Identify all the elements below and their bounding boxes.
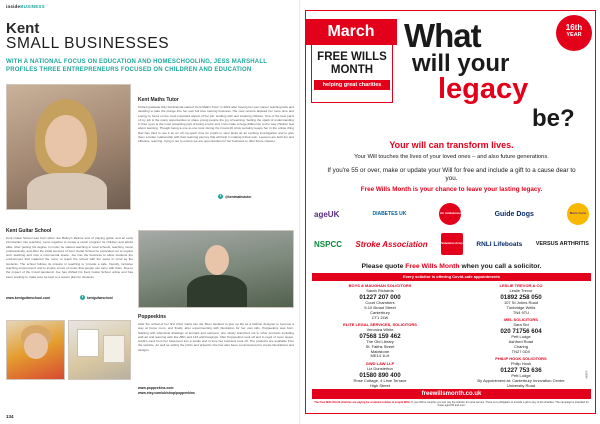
solicitor-contact: Sara Sid [513,321,529,327]
section-title-guitar-school: Kent Guitar School [6,228,52,234]
solicitor-address-line: By Appointment at: Canterbury Innovation Centre [477,377,565,383]
headline-what: What [404,17,481,54]
facebook-icon: f [81,295,84,299]
rnli-lifeboats-logo: RNLI Lifeboats [476,240,523,248]
solicitor-contact: Veronica White [366,326,394,332]
solicitor-name: PHILIP HOOK SOLICITORS [495,355,547,361]
solicitor-address-line: Pett Lodge [511,333,531,339]
solicitor-phone: 01227 207 000 [359,293,401,301]
facebook-icon: f [219,194,222,198]
ribbon-line-2: MONTH [330,64,374,76]
stroke-association-logo: Stroke Association [355,239,428,249]
social-label: kentguitarschool [87,295,113,300]
solicitor-address-line: 9-10 Broad Street [364,304,396,310]
solicitor-address-line: TN27 0DX [511,348,531,354]
diabetes-uk-logo: DIABETES UK [372,211,407,217]
guide-dogs-logo: Guide Dogs [494,210,534,218]
solicitor-address-line: Ashford Road [508,338,534,344]
solicitor-name: BOYS & MAUGHAN SOLICITORS [348,283,412,288]
anniversary-badge [556,15,592,51]
page-number: 134 [6,414,14,419]
ribbon-helping: helping great charities [314,80,390,90]
solicitor-contact: Leslie Trevor [509,287,533,293]
solicitor-phone: 07568 159 462 [359,332,401,340]
solicitor-address-line: University Road [506,382,536,388]
badge-year-label: YEAR [566,32,582,38]
advert-footnote: The Free Wills Month charities are paying for a limited number of simple Wills. If your Will is complex you can pay the solicitor for extra service. There is no obligation to include a gift to any of the charities. The campaign is intended for those aged 55 and over. [314,401,589,408]
solicitor-address-line: Charing [513,343,528,349]
advert-subtext: Your Will touches the lives of your loved ones – and also future generations. [354,154,549,160]
headline-will-your: will your [412,50,510,77]
solicitor-address-line: ME14 1LH [370,353,390,359]
maths-tutor-photo [6,84,131,210]
solicitor-listing [452,318,590,354]
badge-year-number: 16th [565,23,583,32]
solicitors-right-column [452,284,590,401]
social-label: @kentmathstutor [225,194,252,199]
poppeekins-etsy-link[interactable]: www.etsy.com/uk/shop/poppeekins [138,391,195,395]
advert-reference: #69870 [585,370,589,379]
free-wills-month-advert [305,10,596,414]
brand-suffix: BUSINESS [20,4,45,9]
nspcc-logo: NSPCC [314,239,343,249]
solicitor-listing [452,284,590,316]
advert-subhead: Your will can transform lives. [389,140,514,150]
section-body-guitar-school: Kent Guitar School was born when Joe Bailey's lifetime love of playing guitar, and an early introduction into teaching, came together to create a music program for children and adults alike. After getting his degree in music he started teaching in local schools, teaching music professionally, and after the initial success of Kent Guitar School he expanded out to regular term teaching and now a commercial space. Joe has the business to allow students the environment that mattered the most, to teach the school with the same in mind as the students. The school follows its mission in teaching to 'provide a safe, friendly, inclusive teaching environment' and to inspire a love of music that people can carry with them. Due to the impact of the Covid pandemic Joe has shifted his Kent Guitar School online and has been working to make sure he kept to a lesson plan for students. [6,236,133,279]
solicitor-phone: 020 71756 604 [500,327,542,335]
brand-prefix: inside [6,4,21,9]
page-gutter [299,0,301,424]
air-ambulance-logo: Air Ambulance [439,203,461,225]
solicitor-name: GWD LAW LLP [365,360,395,366]
guitar-school-website-link[interactable]: www.kentguitarschool.com [6,296,50,300]
solicitor-phone: 01227 753 636 [500,366,542,374]
solicitor-address-line: Rose Cottage, 4 Lime Terrace [353,377,407,383]
section-title-poppeekins: Poppeekins [138,314,167,320]
headline-legacy: legacy [438,73,529,105]
poppeekins-photo-child [6,320,65,380]
solicitor-address-line: Tunbridge Wells [506,304,536,310]
magazine-brand [6,4,45,9]
covid-safe-bar: Every solicitor is offering Covid-safe appointments [312,273,591,281]
solicitor-phone: 01580 890 400 [359,371,401,379]
solicitor-address-line: Maidstone [370,348,390,354]
solicitor-contact: Liz Dunsterton [367,365,393,371]
solicitor-address-line: 107 St Johns Road [503,299,539,305]
solicitor-address-line: Canterbury [370,309,390,315]
advert-website[interactable]: freewillsmonth.co.uk [312,389,591,399]
solicitor-listing [312,323,448,359]
article-standfirst: WITH A NATIONAL FOCUS ON EDUCATION AND HOMESCHOOLING, JESS MARSHALL PROFILES THREE ENTREPRENEURS FOCUSED ON CHILDREN AND EDUCATION [6,59,267,73]
quote-line: Please quote Free Wills Month when you call a solicitor. [361,263,542,270]
poppeekins-photo-prints [68,320,131,380]
ribbon-line-1: FREE WILLS [317,51,387,63]
page-heading-small-businesses: SMALL BUSINESSES [6,35,170,52]
solicitor-address-line: High Street [369,382,390,388]
ribbon-box [311,45,393,103]
solicitor-address-line: Court Chambers [365,299,395,305]
solicitor-address-line: TN4 9TU [512,309,530,315]
ageuk-logo: ageUK [314,209,340,219]
poppeekins-website-link[interactable]: www.poppeekins.com [138,386,174,390]
solicitor-phone: 01892 258 050 [500,293,542,301]
charity-logos [314,199,589,259]
salvation-army-logo: Salvation Army [441,233,463,255]
solicitor-contact: Sarah Richards [366,287,394,293]
solicitor-contact: Philip Hook [510,360,532,366]
section-body-maths-tutor: Oxford graduate Raz Ferdinanda started 'Kent Maths Tutor' in 2019 after having her own career teaching kids and deciding to take the plunge into her own full time tutoring business. Her new venture allowed her more time and energy to focus on the most important aspect of her job: working with and inspiring children. One of the best parts of my job is the many opportunities to share young people the joy of learning. Setting the spark of understanding in their eyes is the most rewarding part of being a tutor and I can make a huge difference to the way children feel about learning. Though being a one-to-one tutor during the Covid-19 crisis certainly keeps her in the online thing Raz has tried to use it as an 'oh-my-gosh' time for pupils to view tasks as an exciting investigation and to give them a better relationship with their learning journey that will help in making it their own. Lessons are both fun and effective, learning, trying it out to ensure we are opportunities for her business to offer future classes. [138,105,294,144]
solicitor-name: MEL SOLICITORS [504,317,538,323]
versus-arthritis-logo: VERSUS ARTHRITIS [535,241,589,247]
campaign-ribbon [305,19,397,105]
marie-curie-logo: Marie Curie [567,203,589,225]
ribbon-month: March [305,19,397,45]
solicitors-left-column [312,284,448,401]
advert-cta: Free Wills Month is your chance to leave your lasting legacy. [360,186,543,193]
solicitor-address-line: St. Faiths Street [365,343,395,349]
guitar-school-photo [138,230,294,308]
solicitor-name: LESLIE TREVOR & CO [499,283,543,288]
solicitor-name: ELITE LEGAL SERVICES, SOLICITORS [343,321,417,327]
advert-offer: If you're 55 or over, make or update your Will for free and include a gift to a cause dear to you. [327,167,576,182]
solicitor-address-line: Pett Lodge [511,372,531,378]
page-heading-kent: Kent [6,20,40,37]
section-title-maths-tutor: Kent Maths Tutor [138,97,179,103]
social-handle-guitar-school[interactable] [80,295,113,300]
solicitor-address-line: CT1 2LW [371,314,389,320]
solicitor-listing [312,284,448,320]
solicitor-address-line: The Old Library [366,338,394,344]
social-handle-maths-tutor[interactable] [218,194,251,199]
section-body-poppeekins: After the arrival of her first child, Carla van der Meer decided to give up life as a fashion designer to become a stay at home mum, and finally, after experimenting with illustration for her own kids, Poppeekins was born. Starting with whimsical drawings of animals and cartoons, she slowly branched out to other products including wall art and learning aids like ABC and 123 wall hangings. After Poppeekins took off and in need of more space, Carla's went from her basement into a studio and in time her business took off. The products are available from the website. As well as selling the prints and artworks she has also been commissioned to create illustrations and designs. [138,322,294,352]
headline-be: be? [532,105,575,132]
